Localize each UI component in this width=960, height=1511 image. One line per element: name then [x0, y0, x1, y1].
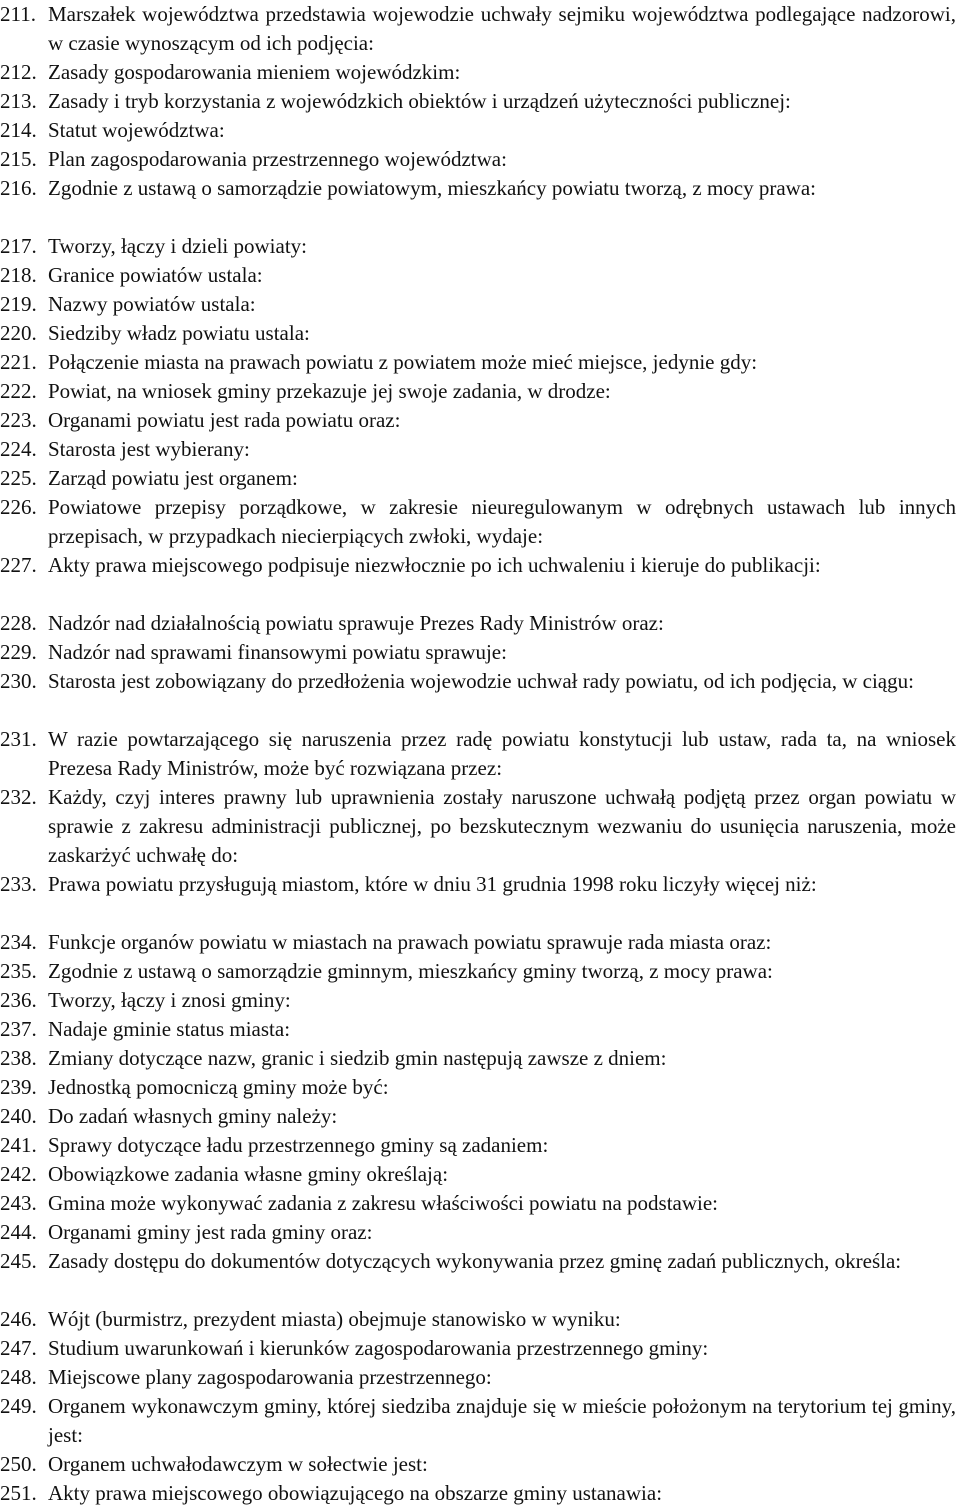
question-text: Funkcje organów powiatu w miastach na prawach powiatu sprawuje rada miasta oraz: [48, 930, 772, 954]
question-item [0, 1363, 956, 1392]
question-item [0, 464, 956, 493]
question-text: Tworzy, łączy i dzieli powiaty: [48, 234, 307, 258]
question-number: 221. [0, 350, 37, 374]
question-text: Nadzór nad działalnością powiatu sprawuje Prezes Rady Ministrów oraz: [48, 611, 664, 635]
question-item [0, 1305, 956, 1334]
question-number: 227. [0, 553, 37, 577]
question-number: 214. [0, 118, 37, 142]
question-number: 243. [0, 1191, 37, 1215]
question-text: Wójt (burmistrz, prezydent miasta) obejmuje stanowisko w wyniku: [48, 1307, 621, 1331]
question-number: 248. [0, 1365, 37, 1389]
question-text: Zmiany dotyczące nazw, granic i siedzib gmin następują zawsze z dniem: [48, 1046, 667, 1070]
question-text: Organami powiatu jest rada powiatu oraz: [48, 408, 401, 432]
question-text: Studium uwarunkowań i kierunków zagospodarowania przestrzennego gminy: [48, 1336, 709, 1360]
question-item [0, 348, 956, 377]
question-text: Jednostką pomocniczą gminy może być: [48, 1075, 389, 1099]
question-text: W razie powtarzającego się naruszenia przez radę powiatu konstytucji lub ustaw, rada ta, na wniosek Prezesa Rady Ministrów, może być rozwiązana przez: [48, 727, 956, 780]
question-text: Organem wykonawczym gminy, której siedziba znajduje się w mieście położonym na terytorium tej gminy, jest: [48, 1394, 956, 1447]
question-item [0, 1334, 956, 1363]
question-number: 234. [0, 930, 37, 954]
question-number: 242. [0, 1162, 37, 1186]
question-item [0, 406, 956, 435]
question-item [0, 667, 956, 696]
question-text: Organem uchwałodawczym w sołectwie jest: [48, 1452, 428, 1476]
question-item [0, 493, 956, 551]
question-item [0, 116, 956, 145]
question-text: Gmina może wykonywać zadania z zakresu właściwości powiatu na podstawie: [48, 1191, 719, 1215]
question-text: Akty prawa miejscowego podpisuje niezwłocznie po ich uchwaleniu i kieruje do publikacji: [48, 553, 821, 577]
question-number: 238. [0, 1046, 37, 1070]
question-number: 232. [0, 785, 37, 809]
question-item [0, 609, 956, 638]
question-text: Każdy, czyj interes prawny lub uprawnienia zostały naruszone uchwałą podjętą przez organ powiatu w sprawie z zakresu administracji publicznej, po bezskutecznym wezwaniu do usunięcia naruszenia, może zaskarżyć uchwałę do: [48, 785, 956, 867]
question-number: 250. [0, 1452, 37, 1476]
question-text: Sprawy dotyczące ładu przestrzennego gminy są zadaniem: [48, 1133, 549, 1157]
question-number: 230. [0, 669, 37, 693]
question-text: Siedziby władz powiatu ustala: [48, 321, 310, 345]
question-text: Nadzór nad sprawami finansowymi powiatu sprawuje: [48, 640, 507, 664]
question-item [0, 0, 956, 58]
question-number: 239. [0, 1075, 37, 1099]
question-text: Obowiązkowe zadania własne gminy określają: [48, 1162, 449, 1186]
question-item [0, 145, 956, 174]
question-number: 219. [0, 292, 37, 316]
question-number: 217. [0, 234, 37, 258]
question-text: Powiat, na wniosek gminy przekazuje jej swoje zadania, w drodze: [48, 379, 611, 403]
question-text: Prawa powiatu przysługują miastom, które w dniu 31 grudnia 1998 roku liczyły więcej niż: [48, 872, 817, 896]
question-text: Powiatowe przepisy porządkowe, w zakresie nieuregulowanym w odrębnych ustawach lub innych przepisach, w przypadkach niecierpiących zwłoki, wydaje: [48, 495, 956, 548]
question-text: Statut województwa: [48, 118, 225, 142]
question-item [0, 1450, 956, 1479]
question-item [0, 174, 956, 203]
question-item [0, 1073, 956, 1102]
question-text: Zgodnie z ustawą o samorządzie powiatowym, mieszkańcy powiatu tworzą, z mocy prawa: [48, 176, 816, 200]
question-text: Plan zagospodarowania przestrzennego województwa: [48, 147, 507, 171]
question-text: Zasady gospodarowania mieniem wojewódzkim: [48, 60, 461, 84]
question-number: 226. [0, 495, 37, 519]
question-item [0, 58, 956, 87]
question-number: 251. [0, 1481, 37, 1505]
question-number: 235. [0, 959, 37, 983]
question-number: 249. [0, 1394, 37, 1418]
question-item [0, 551, 956, 580]
question-number: 220. [0, 321, 37, 345]
question-number: 228. [0, 611, 37, 635]
question-item [0, 290, 956, 319]
question-item [0, 1479, 956, 1508]
question-item [0, 928, 956, 957]
question-text: Zarząd powiatu jest organem: [48, 466, 298, 490]
question-text: Starosta jest zobowiązany do przedłożenia wojewodzie uchwał rady powiatu, od ich podjęcia, w ciągu: [48, 669, 914, 693]
question-text: Tworzy, łączy i znosi gminy: [48, 988, 291, 1012]
question-item [0, 232, 956, 261]
question-number: 211. [0, 2, 36, 26]
question-item [0, 986, 956, 1015]
question-item [0, 1392, 956, 1450]
question-number: 244. [0, 1220, 37, 1244]
question-item [0, 870, 956, 899]
question-text: Nazwy powiatów ustala: [48, 292, 256, 316]
question-item [0, 1102, 956, 1131]
question-number: 241. [0, 1133, 37, 1157]
question-number: 237. [0, 1017, 37, 1041]
question-number: 213. [0, 89, 37, 113]
question-number: 212. [0, 60, 37, 84]
question-item [0, 261, 956, 290]
question-text: Zasady dostępu do dokumentów dotyczących wykonywania przez gminę zadań publicznych, określa: [48, 1249, 902, 1273]
question-text: Marszałek województwa przedstawia wojewodzie uchwały sejmiku województwa podlegające nadzorowi, w czasie wynoszącym od ich podjęcia: [48, 2, 956, 55]
question-number: 224. [0, 437, 37, 461]
question-item [0, 638, 956, 667]
question-item [0, 1015, 956, 1044]
question-number: 240. [0, 1104, 37, 1128]
question-item [0, 435, 956, 464]
question-number: 233. [0, 872, 37, 896]
question-item [0, 377, 956, 406]
question-number: 245. [0, 1249, 37, 1273]
question-number: 231. [0, 727, 37, 751]
question-item [0, 725, 956, 783]
question-number: 225. [0, 466, 37, 490]
question-text: Do zadań własnych gminy należy: [48, 1104, 338, 1128]
question-number: 216. [0, 176, 37, 200]
question-number: 218. [0, 263, 37, 287]
question-item [0, 319, 956, 348]
question-item [0, 957, 956, 986]
question-number: 236. [0, 988, 37, 1012]
question-number: 247. [0, 1336, 37, 1360]
question-text: Zgodnie z ustawą o samorządzie gminnym, mieszkańcy gminy tworzą, z mocy prawa: [48, 959, 773, 983]
question-item [0, 1160, 956, 1189]
question-text: Miejscowe plany zagospodarowania przestrzennego: [48, 1365, 492, 1389]
question-number: 215. [0, 147, 37, 171]
question-item [0, 1044, 956, 1073]
question-number: 246. [0, 1307, 37, 1331]
question-text: Starosta jest wybierany: [48, 437, 250, 461]
question-item [0, 1247, 956, 1276]
question-item [0, 1189, 956, 1218]
question-text: Akty prawa miejscowego obowiązującego na obszarze gminy ustanawia: [48, 1481, 663, 1505]
question-text: Zasady i tryb korzystania z wojewódzkich obiektów i urządzeń użyteczności publicznej: [48, 89, 791, 113]
question-item [0, 1218, 956, 1247]
question-item [0, 783, 956, 870]
question-text: Organami gminy jest rada gminy oraz: [48, 1220, 373, 1244]
question-number: 229. [0, 640, 37, 664]
question-text: Granice powiatów ustala: [48, 263, 263, 287]
question-number: 222. [0, 379, 37, 403]
question-item [0, 1131, 956, 1160]
question-item [0, 87, 956, 116]
question-text: Połączenie miasta na prawach powiatu z powiatem może mieć miejsce, jedynie gdy: [48, 350, 758, 374]
question-text: Nadaje gminie status miasta: [48, 1017, 291, 1041]
question-number: 223. [0, 408, 37, 432]
